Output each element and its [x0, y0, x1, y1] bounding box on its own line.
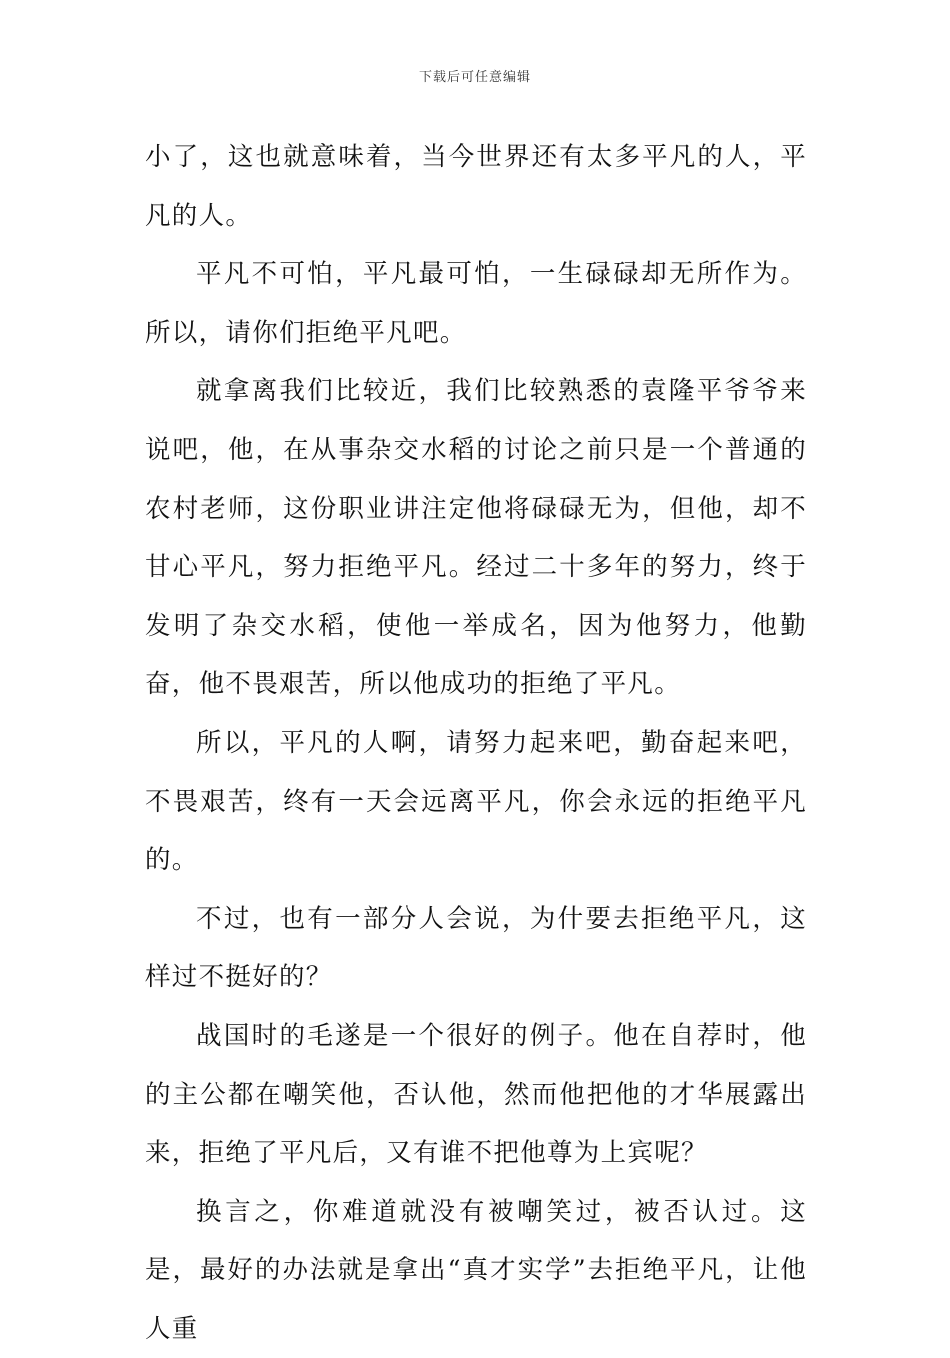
paragraph-5: 不过，也有一部分人会说，为什要去拒绝平凡，这样过不挺好的？ [145, 903, 807, 993]
paragraph-2: 平凡不可怕，平凡最可怕，一生碌碌却无所作为。所以，请你们拒绝平凡吧。 [145, 259, 807, 348]
paragraph-4: 所以，平凡的人啊，请努力起来吧，勤奋起来吧，不畏艰苦，终有一天会远离平凡，你会永远的拒绝平凡的。 [145, 727, 807, 876]
page-header: 下载后可任意编辑 [418, 70, 531, 85]
body-text [145, 128, 807, 1358]
paragraph-6: 战国时的毛遂是一个很好的例子。他在自荐时，他的主公都在嘲笑他，否认他，然而他把他的才华展露出来，拒绝了平凡后，又有谁不把他尊为上宾呢？ [145, 1020, 807, 1169]
paragraph-3: 就拿离我们比较近，我们比较熟悉的袁隆平爷爷来说吧，他，在从事杂交水稻的讨论之前只是一个普通的农村老师，这份职业讲注定他将碌碌无为，但他，却不甘心平凡，努力拒绝平凡。经过二十多年的努力，终于发明了杂交水稻，使他一举成名，因为他努力，他勤奋，他不畏艰苦，所以他成功的拒绝了平凡。 [145, 376, 807, 700]
paragraph-7: 换言之，你难道就没有被嘲笑过，被否认过。这是，最好的办法就是拿出“真才实学”去拒绝平凡，让他人重 [145, 1196, 807, 1344]
paragraph-1: 小了，这也就意味着，当今世界还有太多平凡的人，平凡的人。 [145, 142, 807, 231]
